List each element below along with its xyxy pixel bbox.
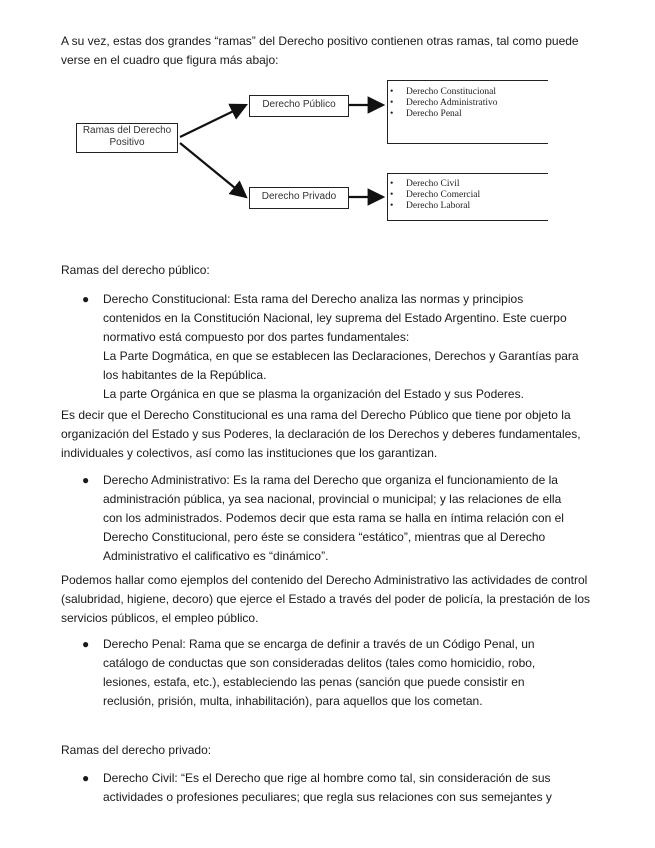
constitucional-line: los habitantes de la República. bbox=[103, 368, 267, 382]
bullet-marker: ● bbox=[82, 637, 90, 651]
intro-paragraph: A su vez, estas dos grandes “ramas” del Derecho positivo contienen otras ramas, tal como puede verse en el cuadro que figura más abajo: bbox=[61, 34, 579, 67]
arrow-root-to-privado bbox=[180, 143, 246, 197]
penal-line: catálogo de conductas que son consideradas delitos (tales como homicidio, robo, bbox=[103, 656, 536, 670]
administrativo-line: Administrativo el calificativo es “dinámico”. bbox=[103, 549, 329, 563]
publico-heading: Ramas del derecho público: bbox=[61, 263, 210, 277]
penal-line: Derecho Penal: Rama que se encarga de definir a través de un Código Penal, un bbox=[103, 637, 535, 651]
administrativo-line: administración pública, ya sea nacional, provincial o municipal; y las relaciones de ella bbox=[103, 492, 562, 506]
publico-item: • Derecho Constitucional bbox=[388, 87, 548, 98]
bullet-constitucional bbox=[82, 290, 602, 404]
law-branches-diagram bbox=[60, 75, 560, 225]
privado-item: • Derecho Comercial bbox=[388, 190, 548, 201]
publico-box bbox=[249, 95, 349, 117]
root-label: Ramas del Derecho Positivo bbox=[82, 125, 172, 148]
bullet-civil bbox=[82, 769, 602, 807]
privado-list-box bbox=[387, 173, 548, 221]
constitucional-line: La Parte Dogmática, en que se establecen las Declaraciones, Derechos y Garantías para bbox=[103, 349, 579, 363]
publico-label: Derecho Público bbox=[262, 99, 336, 110]
administrativo-paragraph: Podemos hallar como ejemplos del contenido del Derecho Administrativo las actividades de control (salubridad, higiene, decoro) que ejerce el Estado a través del poder de policía, la prestación de los servicios públicos, el empleo público. bbox=[61, 573, 590, 625]
privado-item: • Derecho Civil bbox=[388, 179, 548, 190]
constitucional-line: normativo está compuesto por dos partes fundamentales: bbox=[103, 330, 410, 344]
publico-item: • Derecho Penal bbox=[388, 109, 548, 120]
root-box bbox=[76, 123, 178, 153]
constitucional-paragraph: Es decir que el Derecho Constitucional es una rama del Derecho Público que tiene por objeto la organización del Estado y sus Poderes, la declaración de los Derechos y deberes fundamentales, individuales y colectivos, así como las instituciones que los garantizan. bbox=[61, 408, 581, 460]
civil-line: actividades o profesiones peculiares; que regla sus relaciones con sus semejantes y bbox=[103, 790, 552, 804]
administrativo-line: Derecho Constitucional, pero éste se considera “estático”, mientras que al Derecho bbox=[103, 530, 546, 544]
arrow-root-to-publico bbox=[180, 105, 246, 137]
bullet-administrativo bbox=[82, 471, 602, 566]
bullet-marker: ● bbox=[82, 292, 90, 306]
publico-list-box bbox=[387, 80, 548, 144]
administrativo-line: con los administrados. Podemos decir que esta rama se halla en íntima relación con el bbox=[103, 511, 564, 525]
penal-line: reclusión, prisión, multa, inhabilitación), para aquellos que los cometan. bbox=[103, 694, 483, 708]
civil-line: Derecho Civil: “Es el Derecho que rige al hombre como tal, sin consideración de sus bbox=[103, 771, 551, 785]
constitucional-line: Derecho Constitucional: Esta rama del Derecho analiza las normas y principios bbox=[103, 292, 524, 306]
privado-box bbox=[249, 187, 349, 209]
privado-label: Derecho Privado bbox=[261, 191, 337, 202]
bullet-marker: ● bbox=[82, 771, 90, 785]
bullet-marker: ● bbox=[82, 473, 90, 487]
privado-item: • Derecho Laboral bbox=[388, 201, 548, 212]
constitucional-line: contenidos en la Constitución Nacional, ley suprema del Estado Argentino. Este cuerpo bbox=[103, 311, 567, 325]
privado-heading: Ramas del derecho privado: bbox=[61, 743, 212, 757]
bullet-penal bbox=[82, 635, 602, 711]
constitucional-line: La parte Orgánica en que se plasma la organización del Estado y sus Poderes. bbox=[103, 387, 524, 401]
penal-line: lesiones, estafa, etc.), estableciendo las penas (sanción que puede consistir en bbox=[103, 675, 525, 689]
administrativo-line: Derecho Administrativo: Es la rama del Derecho que organiza el funcionamiento de la bbox=[103, 473, 558, 487]
publico-item: • Derecho Administrativo bbox=[388, 98, 501, 109]
